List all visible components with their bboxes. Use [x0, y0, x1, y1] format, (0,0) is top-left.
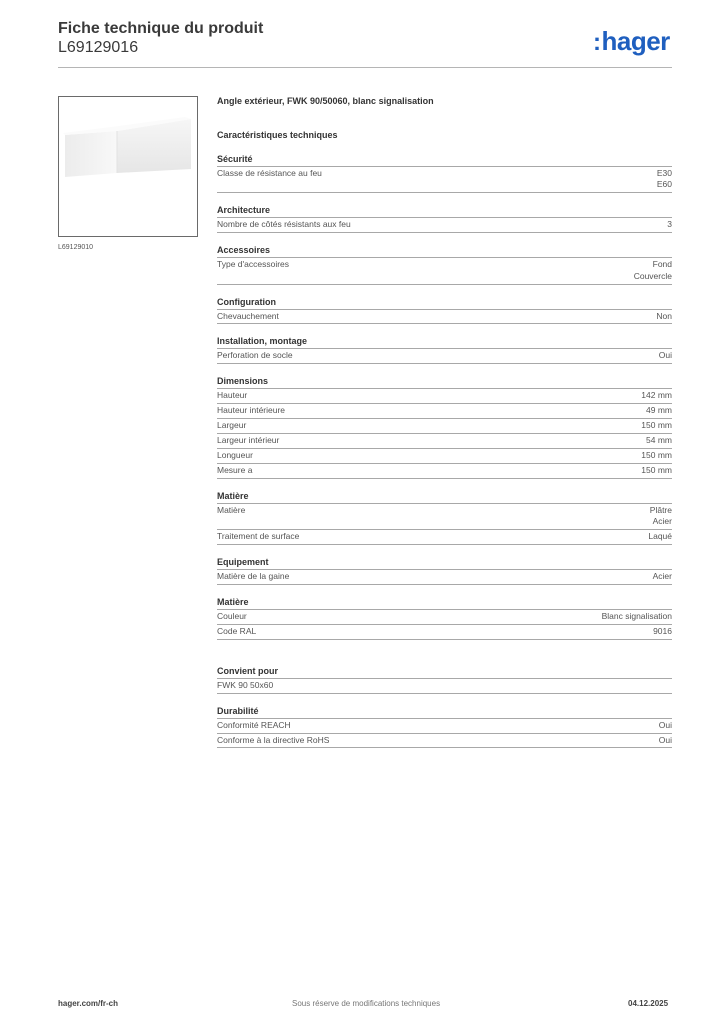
spec-row: [217, 404, 672, 419]
spec-value-line: Oui: [658, 719, 672, 730]
spec-row: [217, 625, 672, 640]
spec-label: Hauteur: [217, 390, 248, 401]
spec-label: Nombre de côtés résistants aux feu: [217, 219, 351, 230]
spec-value: [650, 505, 672, 528]
group-title: Dimensions: [217, 374, 672, 389]
spec-label: Perforation de socle: [217, 350, 293, 361]
spec-value: [641, 420, 672, 431]
spec-value: [653, 571, 672, 582]
spec-value-line: Acier: [652, 516, 672, 527]
spec-value: [602, 611, 672, 622]
spec-value-line: Plâtre: [649, 504, 672, 515]
spec-value: [641, 450, 672, 461]
spec-value: [641, 390, 672, 401]
spec-label: Conforme à la directive RoHS: [217, 734, 330, 745]
spec-label: Longueur: [217, 449, 253, 460]
spec-row: [217, 389, 672, 404]
spec-value: [667, 219, 672, 230]
spec-value-line: 9016: [653, 625, 672, 636]
footer-date: 04.12.2025: [628, 999, 669, 1008]
spec-value-line: E30: [656, 168, 672, 178]
spec-value-line: Blanc signalisation: [601, 610, 672, 621]
spec-row: [217, 218, 672, 233]
spec-value: [646, 405, 672, 416]
footer-disclaimer: Sous réserve de modifications techniques: [292, 999, 441, 1008]
spec-row: [217, 464, 672, 479]
spec-value: [659, 720, 672, 731]
group-title: Convient pour: [217, 664, 672, 679]
spec-groups: [217, 152, 672, 748]
spec-value-line: Laqué: [648, 531, 672, 542]
spec-row: [217, 610, 672, 625]
header-divider: [58, 67, 672, 68]
spec-label: Largeur intérieur: [217, 435, 280, 446]
spec-label: Mesure a: [217, 464, 253, 475]
hager-logo[interactable]: [593, 26, 670, 58]
spec-value-line: Acier: [652, 571, 672, 581]
spec-row: [217, 530, 672, 545]
product-title: Angle extérieur, FWK 90/50060, blanc signalisation: [217, 96, 434, 106]
spec-value-line: Non: [656, 310, 672, 321]
spec-value: [659, 350, 672, 361]
spec-label: Type d'accessoires: [217, 259, 290, 270]
spec-value-line: 150 mm: [641, 420, 672, 431]
spec-group: [217, 152, 672, 193]
spec-row: [217, 570, 672, 585]
footer-website-link[interactable]: hager.com/fr-ch: [58, 999, 119, 1008]
spec-value: [641, 465, 672, 476]
spec-row: [217, 734, 672, 749]
spec-value-line: 54 mm: [646, 435, 672, 446]
spec-label: Matière: [217, 504, 246, 515]
spec-label: Chevauchement: [217, 310, 279, 321]
spec-label: Hauteur intérieure: [217, 405, 286, 416]
group-title: Durabilité: [217, 704, 672, 719]
group-title: Sécurité: [217, 152, 672, 167]
logo-colon: :: [593, 29, 601, 56]
spec-group: [217, 334, 672, 364]
spec-value: [656, 311, 672, 322]
spec-label: Classe de résistance au feu: [217, 168, 322, 178]
spec-group: [217, 295, 672, 325]
spec-value-line: 150 mm: [641, 449, 672, 460]
spec-row: [217, 504, 672, 530]
spec-value-line: 150 mm: [641, 464, 672, 475]
spec-group: [217, 374, 672, 478]
spec-sheet: [217, 94, 672, 748]
spec-row: [217, 679, 672, 694]
image-caption: L69129010: [58, 244, 94, 251]
spec-group: [217, 489, 672, 545]
spec-group: [217, 555, 672, 585]
spec-group: [217, 595, 672, 640]
group-title: Equipement: [217, 555, 672, 570]
spec-row: [217, 349, 672, 364]
product-reference: L69129016: [58, 39, 139, 56]
spec-row: [217, 449, 672, 464]
spec-label: Traitement de surface: [217, 531, 300, 542]
spec-row: [217, 167, 672, 193]
section-title: Caractéristiques techniques: [217, 130, 338, 140]
spec-label: FWK 90 50x60: [217, 679, 274, 690]
spec-label: Couleur: [217, 610, 247, 621]
spec-value-line: Fond: [652, 259, 672, 270]
spec-label: Largeur: [217, 420, 247, 431]
spec-value-line: Couvercle: [633, 270, 672, 281]
spec-value-line: 49 mm: [646, 405, 672, 416]
spec-group: [217, 203, 672, 233]
spec-value: [657, 168, 672, 191]
group-title: Installation, montage: [217, 334, 672, 349]
spec-label: Code RAL: [217, 625, 257, 636]
spec-row: [217, 258, 672, 284]
spec-row: [217, 434, 672, 449]
logo-text: hager: [601, 26, 670, 56]
spec-value: [648, 531, 672, 542]
spec-row: [217, 310, 672, 325]
spec-value-line: 3: [667, 219, 672, 230]
spec-row: [217, 419, 672, 434]
spec-value: [659, 735, 672, 746]
product-image-frame: [58, 96, 198, 237]
spec-value-line: E60: [656, 179, 672, 190]
group-spacer: [217, 640, 672, 654]
spec-group: [217, 664, 672, 694]
spec-value-line: Oui: [658, 350, 672, 361]
spec-value-line: 142 mm: [641, 390, 672, 401]
spec-value-line: Oui: [658, 734, 672, 745]
spec-row: [217, 719, 672, 734]
corner-trunking-image: [59, 97, 197, 236]
spec-value: [646, 435, 672, 446]
spec-label: Matière de la gaine: [217, 571, 290, 581]
page-title: Fiche technique du produit: [58, 20, 264, 37]
group-title: Matière: [217, 489, 672, 504]
spec-group: [217, 243, 672, 284]
group-title: Accessoires: [217, 243, 672, 258]
spec-value: [634, 259, 672, 282]
group-title: Matière: [217, 595, 672, 610]
group-title: Architecture: [217, 203, 672, 218]
spec-label: Conformité REACH: [217, 719, 291, 730]
spec-group: [217, 704, 672, 749]
spec-value: [653, 626, 672, 637]
group-title: Configuration: [217, 295, 672, 310]
